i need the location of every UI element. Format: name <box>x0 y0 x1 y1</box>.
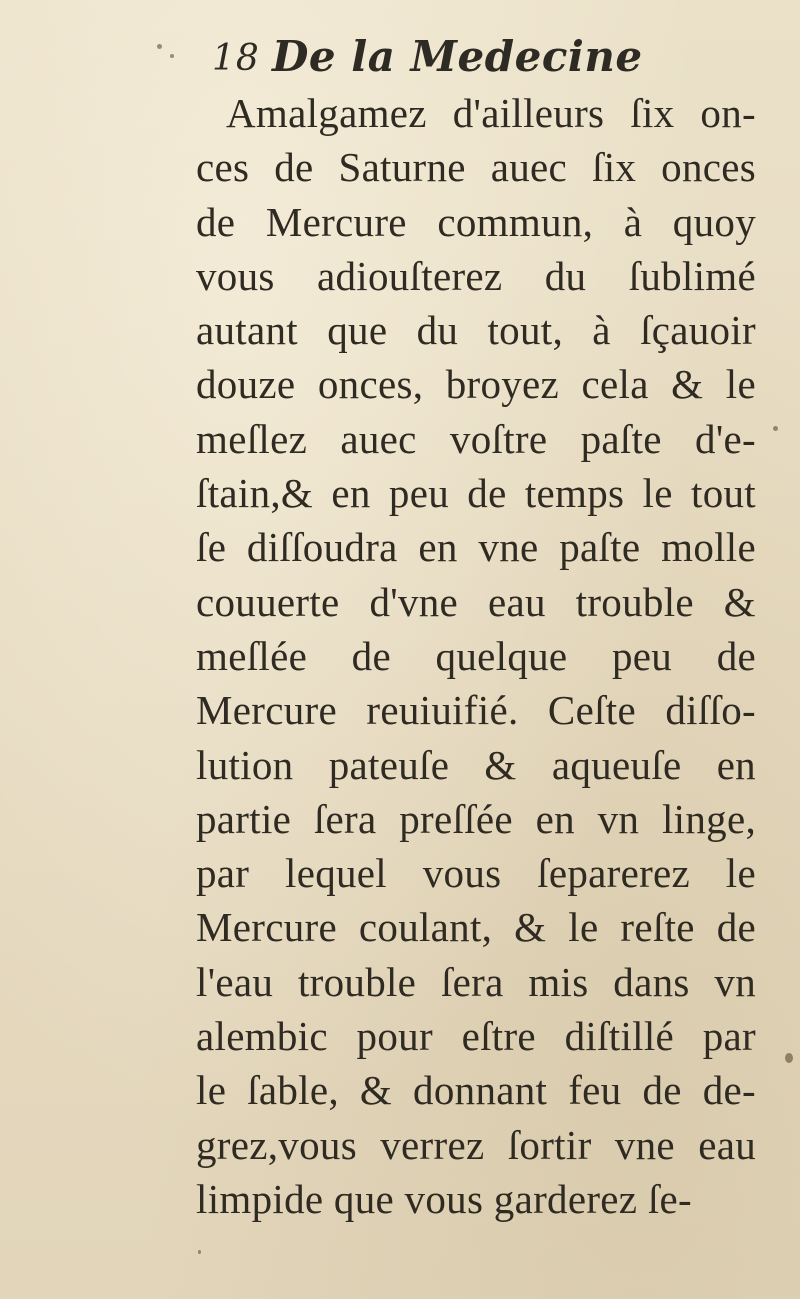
text-line: meſlée de quelque peu de <box>196 632 756 679</box>
text-line: le ſable, & donnant feu de de- <box>196 1067 756 1114</box>
body-text <box>196 86 756 1226</box>
text-line: Mercure reuiuifié. Ceſte diſſo- <box>196 687 756 734</box>
text-line: vous adiouſterez du ſublimé <box>196 252 756 299</box>
text-line: Mercure coulant, & le reſte de <box>196 904 756 951</box>
ink-speck <box>198 1250 201 1254</box>
ink-speck <box>170 54 174 58</box>
text-line: Amalgamez d'ailleurs ſix on- <box>226 90 756 136</box>
page-header <box>212 30 732 90</box>
text-line: ſe diſſoudra en vne paſte molle <box>196 524 756 571</box>
text-line: alembic pour eſtre diſtillé par <box>196 1013 756 1060</box>
text-line: de Mercure commun, à quoy <box>196 198 756 245</box>
text-line: lution pateuſe & aqueuſe en <box>196 741 756 788</box>
ink-speck <box>773 426 778 431</box>
text-line: limpide que vous garderez ſe- <box>196 1175 692 1222</box>
text-line: couuerte d'vne eau trouble & <box>196 578 756 625</box>
text-line: ſtain,& en peu de temps le tout <box>196 470 756 517</box>
running-title: De la Medecine <box>272 32 643 81</box>
page-number: 18 <box>212 38 260 79</box>
text-line: partie ſera preſſée en vn linge, <box>196 795 756 842</box>
text-line: ces de Saturne auec ſix onces <box>196 144 756 191</box>
text-line: meſlez auec voſtre paſte d'e- <box>196 415 756 462</box>
text-line: par lequel vous ſeparerez le <box>196 850 756 897</box>
ink-speck <box>157 44 162 49</box>
text-line: grez,vous verrez ſortir vne eau <box>196 1121 756 1168</box>
text-line: autant que du tout, à ſçauoir <box>196 307 756 354</box>
text-line: douze onces, broyez cela & le <box>196 361 756 408</box>
ink-speck <box>785 1053 793 1063</box>
text-line: l'eau trouble ſera mis dans vn <box>196 958 756 1005</box>
